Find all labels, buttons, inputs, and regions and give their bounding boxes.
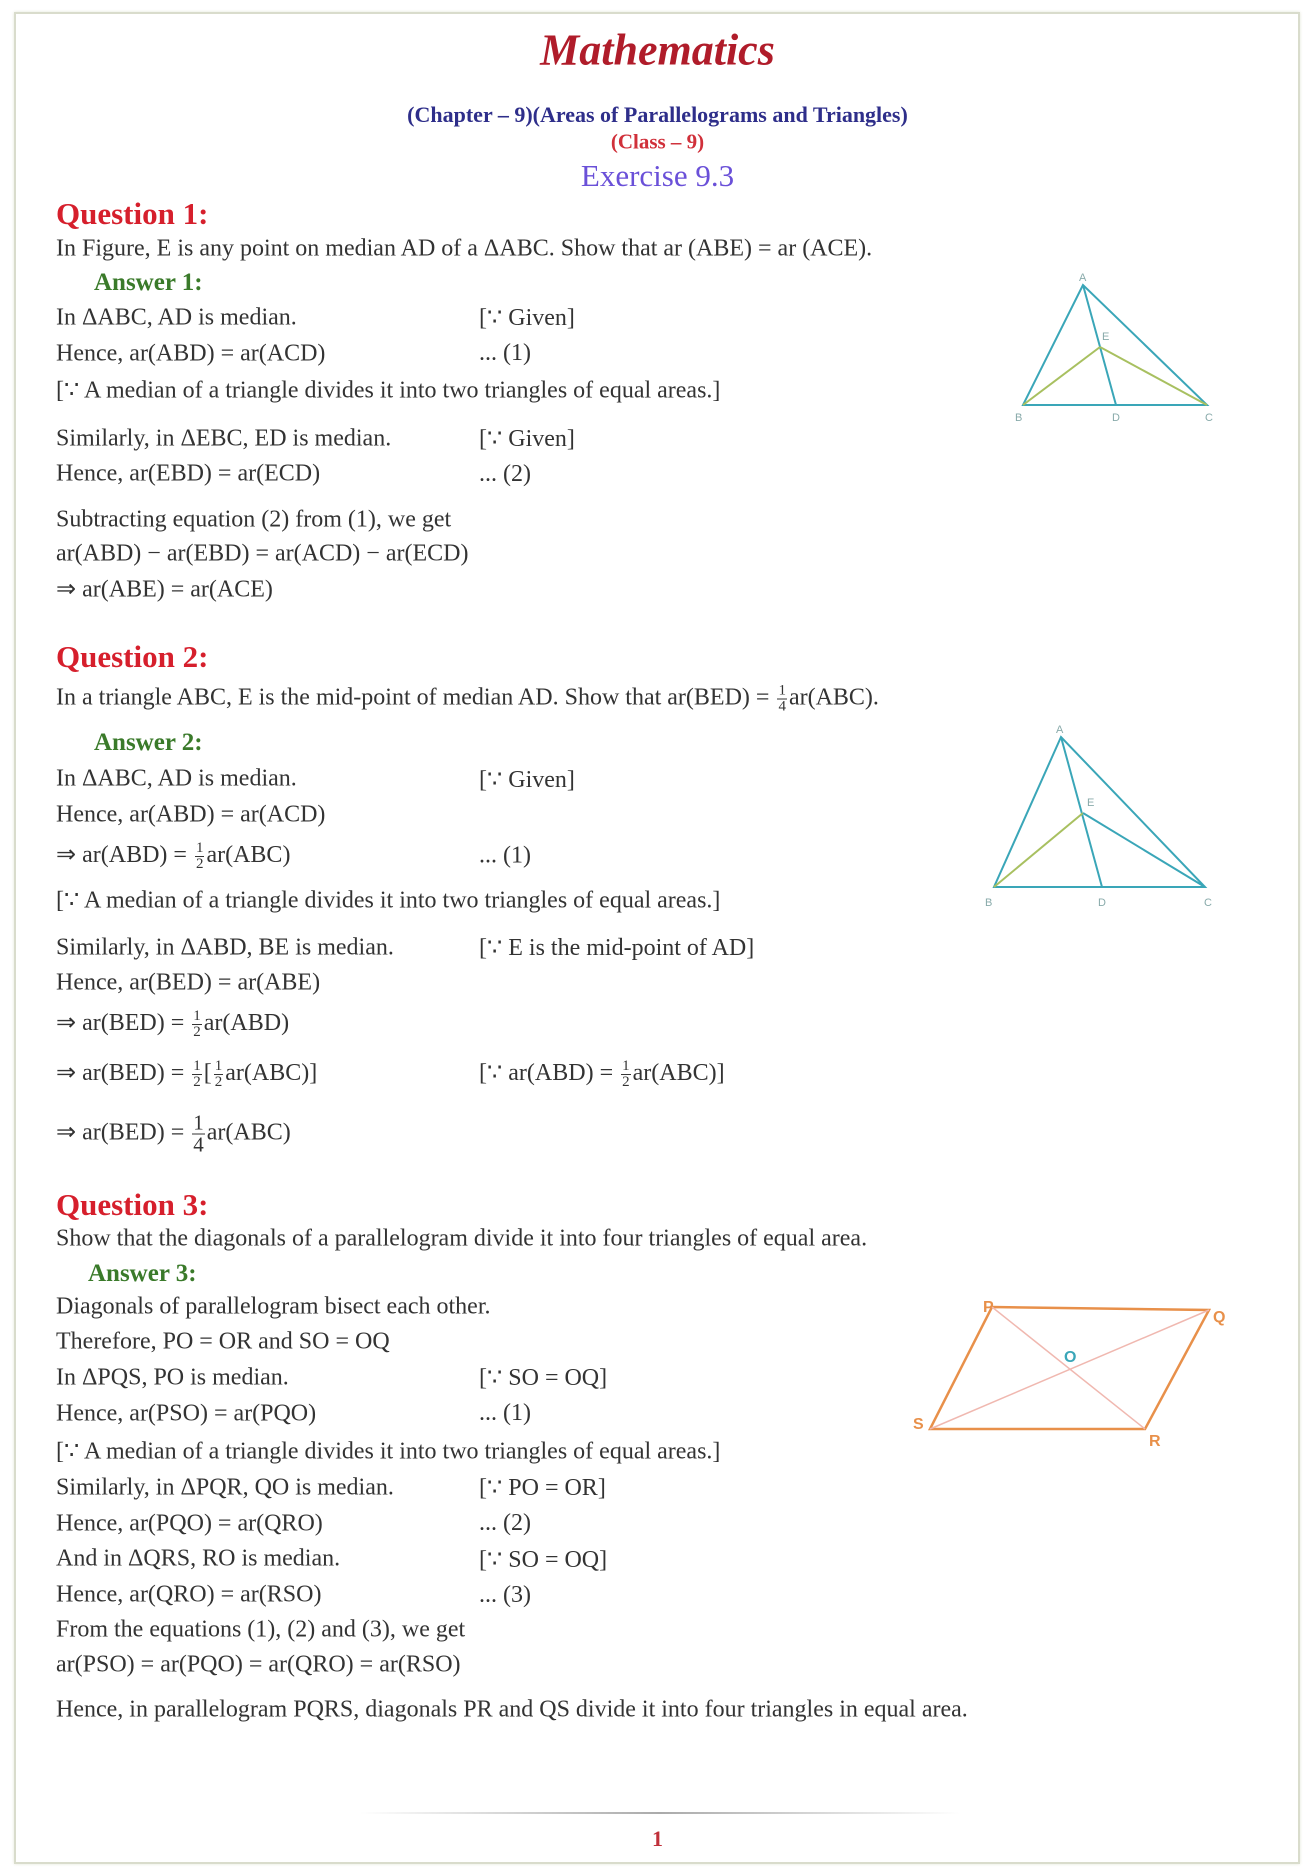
text-segment: [∵ SO = OQ] <box>479 1365 608 1392</box>
text-segment: ... (3) <box>479 1581 531 1608</box>
text-segment: ar(ABC) <box>206 1119 291 1146</box>
text-segment: [∵ A median of a triangle divides it into two triangles of equal areas.] <box>56 377 721 404</box>
question-heading: Question 1: <box>56 195 209 231</box>
text-segment: Subtracting equation (2) from (1), we get <box>56 506 452 533</box>
parallelogram-pqrs <box>930 1307 1209 1429</box>
numerator: 1 <box>193 1008 201 1025</box>
text-segment: ar(ABD) <box>203 1010 290 1037</box>
text-segment: ar(ABC). <box>788 684 879 711</box>
footer-divider <box>360 1812 960 1814</box>
denominator: 4 <box>193 1132 204 1157</box>
text-segment: ar(ABD) − ar(EBD) = ar(ACD) − ar(ECD) <box>56 540 469 567</box>
text-segment: From the equations (1), (2) and (3), we get <box>56 1616 466 1643</box>
text-segment: [∵ A median of a triangle divides it into two triangles of equal areas.] <box>56 887 721 914</box>
denominator: 2 <box>193 1024 201 1041</box>
page-number: 1 <box>652 1826 663 1851</box>
text-segment: Hence, ar(PSO) = ar(PQO) <box>56 1400 317 1427</box>
denominator: 4 <box>778 698 786 715</box>
label-q: Q <box>1213 1309 1226 1326</box>
text-segment: Hence, ar(ABD) = ar(ACD) <box>56 801 326 828</box>
denominator: 2 <box>193 1074 201 1091</box>
text-segment: [ <box>203 1060 212 1087</box>
label-o: O <box>1064 1349 1077 1366</box>
text-segment: [∵ PO = OR] <box>479 1475 606 1502</box>
text-segment: [∵ E is the mid-point of AD] <box>479 935 755 962</box>
text-segment: ⇒ ar(ABD) = <box>56 841 193 868</box>
label-a: A <box>1079 272 1087 284</box>
text-segment: In a triangle ABC, E is the mid-point of median AD. Show that ar(BED) = <box>56 684 776 711</box>
text-segment: Hence, ar(BED) = ar(ABE) <box>56 969 321 996</box>
numerator: 1 <box>193 1058 201 1075</box>
numerator: 1 <box>193 1110 204 1135</box>
text-segment: ... (1) <box>479 340 531 367</box>
text-segment: Show that the diagonals of a parallelogram divide it into four triangles of equal area. <box>56 1225 868 1252</box>
text-segment: [∵ Given] <box>479 766 575 793</box>
text-segment: Similarly, in ΔEBC, ED is median. <box>56 425 392 452</box>
label-s: S <box>913 1416 924 1433</box>
text-segment: [∵ SO = OQ] <box>479 1546 608 1573</box>
label-r: R <box>1149 1433 1161 1450</box>
numerator: 1 <box>195 839 204 856</box>
numerator: 1 <box>622 1058 630 1075</box>
denominator: 2 <box>214 1074 223 1091</box>
text-segment: Hence, ar(EBD) = ar(ECD) <box>56 460 321 487</box>
label-d: D <box>1098 897 1106 909</box>
text-segment: ar(ABC) <box>206 841 291 868</box>
text-segment: In ΔABC, AD is median. <box>56 304 297 331</box>
class-heading: (Class – 9) <box>610 129 705 154</box>
text-segment: Diagonals of parallelogram bisect each other. <box>56 1293 491 1320</box>
label-p: P <box>983 1299 994 1316</box>
text-segment: [∵ ar(ABD) = <box>479 1060 620 1087</box>
chapter-heading: (Chapter – 9)(Areas of Parallelograms and Triangles) <box>407 102 908 127</box>
text-segment: [∵ Given] <box>479 305 575 332</box>
text-segment: ... (2) <box>479 1510 531 1537</box>
denominator: 2 <box>622 1074 630 1091</box>
text-segment: ... (2) <box>479 460 531 487</box>
answer-heading: Answer 1: <box>94 269 203 297</box>
text-segment: ⇒ ar(BED) = <box>56 1010 191 1037</box>
label-e: E <box>1087 797 1095 809</box>
label-c: C <box>1204 897 1212 909</box>
numerator: 1 <box>214 1058 223 1075</box>
text-segment: In Figure, E is any point on median AD of a ΔABC. Show that ar (ABE) = ar (ACE). <box>56 235 873 262</box>
text-segment: Hence, ar(ABD) = ar(ACD) <box>56 340 326 367</box>
text-segment: Similarly, in ΔPQR, QO is median. <box>56 1474 394 1501</box>
label-b: B <box>1015 412 1023 424</box>
answer-heading: Answer 2: <box>94 729 203 757</box>
text-segment: ⇒ ar(BED) = <box>56 1060 191 1087</box>
text-segment: In ΔPQS, PO is median. <box>56 1364 289 1391</box>
text-segment: Similarly, in ΔABD, BE is median. <box>56 934 394 961</box>
question-heading: Question 2: <box>56 639 209 675</box>
label-d: D <box>1112 412 1120 424</box>
text-segment: ar(PSO) = ar(PQO) = ar(QRO) = ar(RSO) <box>56 1651 461 1678</box>
triangle-abc-2 <box>994 737 1205 887</box>
label-a: A <box>1056 724 1064 736</box>
text-segment: ar(ABC)] <box>225 1060 318 1087</box>
text-segment: Hence, in parallelogram PQRS, diagonals PR and QS divide it into four triangles in equal area. <box>56 1696 968 1723</box>
text-segment: Therefore, PO = OR and SO = OQ <box>56 1328 390 1355</box>
question-heading: Question 3: <box>56 1186 209 1222</box>
denominator: 2 <box>195 855 204 872</box>
triangle-abc-1 <box>1023 285 1207 405</box>
text-segment: ar(ABC)] <box>632 1060 725 1087</box>
text-segment: Hence, ar(QRO) = ar(RSO) <box>56 1581 322 1608</box>
text-segment: ⇒ ar(ABE) = ar(ACE) <box>56 576 273 603</box>
text-segment: Hence, ar(PQO) = ar(QRO) <box>56 1510 323 1537</box>
page-title: Mathematics <box>540 25 775 75</box>
text-segment: In ΔABC, AD is median. <box>56 765 297 792</box>
text-segment: [∵ Given] <box>479 426 575 453</box>
text-segment: And in ΔQRS, RO is median. <box>56 1545 341 1572</box>
text-segment: ⇒ ar(BED) = <box>56 1119 191 1146</box>
text-segment: ... (1) <box>479 1400 531 1427</box>
answer-heading: Answer 3: <box>88 1259 197 1287</box>
label-c: C <box>1205 412 1213 424</box>
numerator: 1 <box>778 682 786 699</box>
exercise-heading: Exercise 9.3 <box>580 158 735 193</box>
label-b: B <box>985 897 993 909</box>
text-segment: ... (1) <box>479 842 531 869</box>
text-segment: [∵ A median of a triangle divides it into two triangles of equal areas.] <box>56 1438 721 1465</box>
label-e: E <box>1102 331 1110 343</box>
